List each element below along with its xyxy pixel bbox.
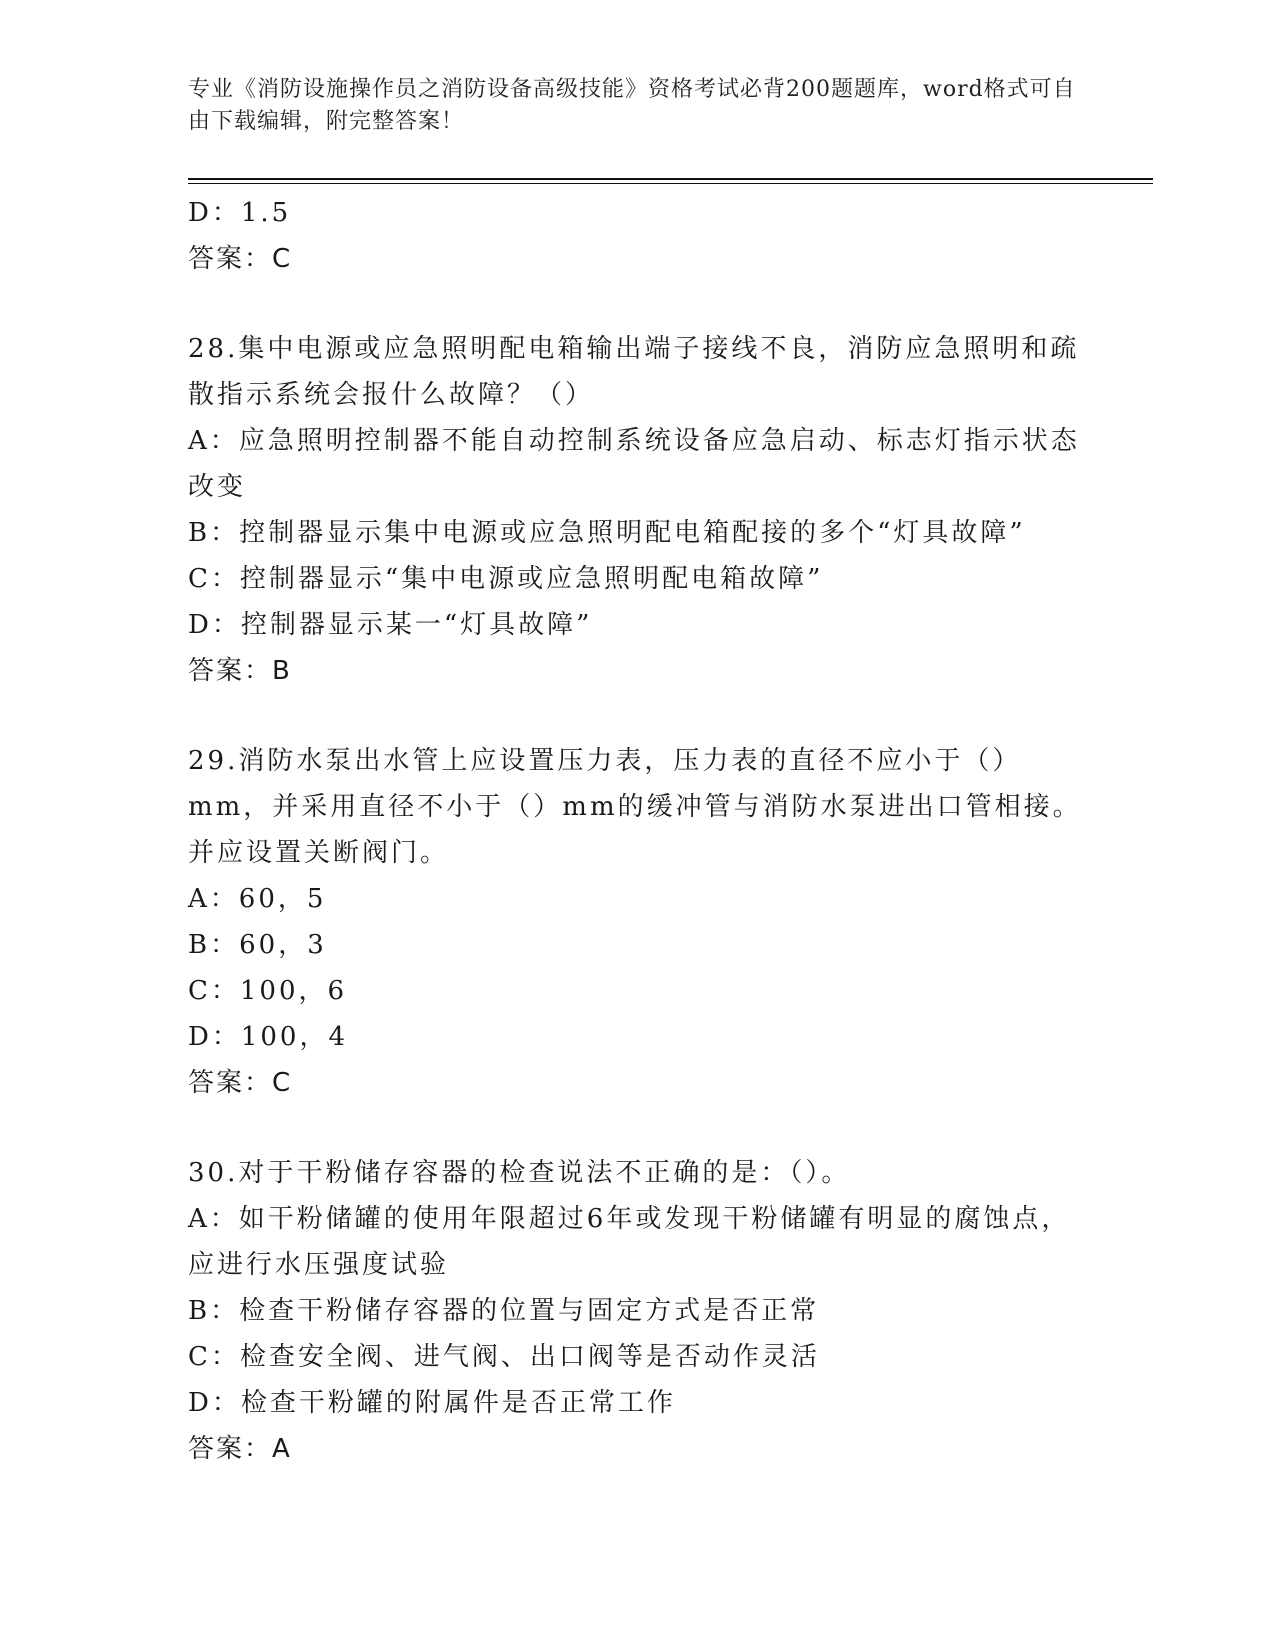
carryover-block: [188, 190, 1088, 282]
page-header: 专业《消防设施操作员之消防设备高级技能》资格考试必背200题题库，word格式可自由下载编辑，附完整答案！: [188, 77, 1076, 134]
option-b: B：检查干粉储存容器的位置与固定方式是否正常: [188, 1296, 820, 1326]
option-a: A：应急照明控制器不能自动控制系统设备应急启动、标志灯指示状态改变: [188, 426, 1080, 502]
option-c: C：100，6: [188, 976, 348, 1006]
question-stem: 28.集中电源或应急照明配电箱输出端子接线不良，消防应急照明和疏散指示系统会报什么故障？（）: [188, 334, 1080, 410]
option-b: B：控制器显示集中电源或应急照明配电箱配接的多个“灯具故障”: [188, 518, 1026, 548]
option-d: D：1.5: [188, 198, 292, 228]
answer-line: 答案：C: [188, 1068, 293, 1098]
option-c: C：控制器显示“集中电源或应急照明配电箱故障”: [188, 564, 824, 594]
question-29: [188, 738, 1088, 1106]
header-rule-thick: [188, 178, 1153, 180]
option-d: D：100，4: [188, 1022, 349, 1052]
answer-line: 答案：A: [188, 1434, 292, 1464]
option-a: A：60，5: [188, 884, 327, 914]
option-b: B：60，3: [188, 930, 327, 960]
option-d: D：检查干粉罐的附属件是否正常工作: [188, 1388, 676, 1418]
option-d: D：控制器显示某一“灯具故障”: [188, 610, 593, 640]
question-30: [188, 1150, 1088, 1472]
answer-line: 答案：C: [188, 244, 293, 274]
answer-line: 答案：B: [188, 656, 292, 686]
question-stem: 30.对于干粉储存容器的检查说法不正确的是：（）。: [188, 1158, 851, 1188]
question-stem: 29.消防水泵出水管上应设置压力表，压力表的直径不应小于（）mm，并采用直径不小于（）mm的缓冲管与消防水泵进出口管相接。并应设置关断阀门。: [188, 746, 1082, 868]
option-a: A：如干粉储罐的使用年限超过6年或发现干粉储罐有明显的腐蚀点，应进行水压强度试验: [188, 1204, 1071, 1280]
option-c: C：检查安全阀、进气阀、出口阀等是否动作灵活: [188, 1342, 820, 1372]
header-rule-thin: [188, 183, 1153, 184]
question-28: [188, 326, 1088, 694]
document-body: [188, 190, 1088, 1472]
